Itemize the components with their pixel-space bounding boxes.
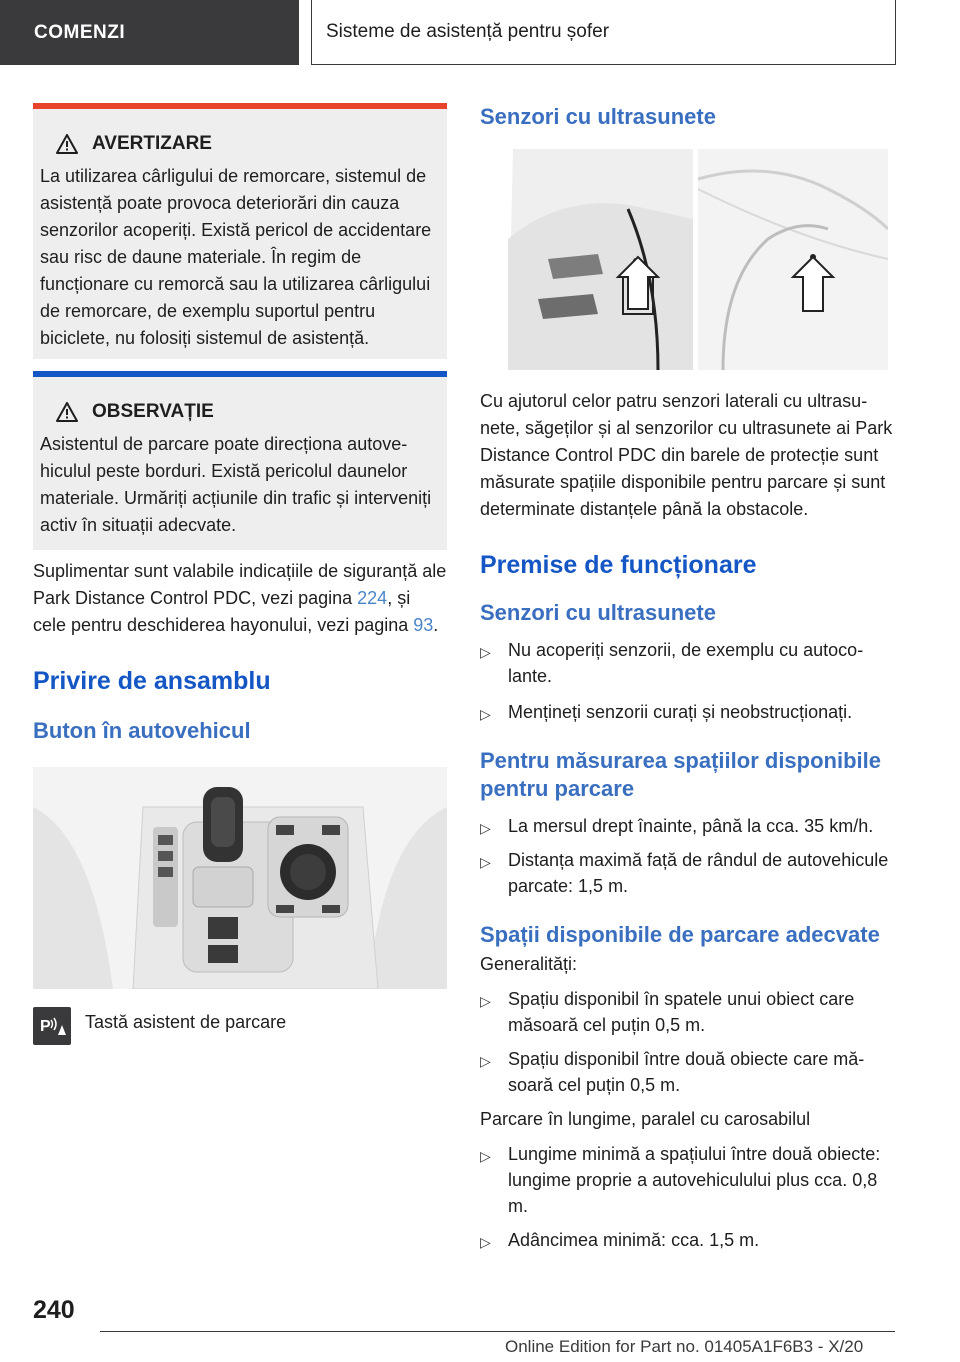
overview-heading: Privire de ansamblu — [33, 667, 271, 695]
header-chapter-tab — [311, 0, 896, 65]
warning-callout — [33, 103, 447, 359]
triangle-bullet-icon: ▷ — [480, 644, 491, 660]
list-item-text: Lungime minimă a spațiului între două obiecte: lungime proprie a autovehiculului plus cca. 0,8 m. — [508, 1144, 881, 1216]
measuring-requirements-list — [480, 813, 894, 899]
right-column — [480, 103, 894, 1253]
caution-triangle-icon — [56, 402, 78, 422]
intro-text-b: , și cele pentru deschiderea hayonului, vezi pagina — [33, 588, 414, 635]
suitable-spaces-subheading: Spații disponibile de parcare adecvate — [480, 922, 880, 947]
header-section-tab — [0, 0, 299, 65]
general-spaces-list — [480, 986, 894, 1098]
prereq-heading: Premise de funcționare — [480, 551, 757, 579]
center-console-photo — [33, 767, 447, 989]
parking-assistant-button-caption: Tastă asistent de parcare — [85, 1011, 287, 1032]
intro-text-a: Suplimentar sunt valabile indicațiile de siguranță ale Park Distance Control PDC, vezi pagina — [33, 561, 447, 608]
parallel-parking-list — [480, 1141, 894, 1253]
list-item — [480, 1141, 894, 1219]
list-item — [480, 637, 894, 689]
general-label: Generalități: — [480, 954, 578, 974]
svg-text:P: P — [40, 1018, 51, 1035]
triangle-bullet-icon: ▷ — [480, 1148, 491, 1164]
triangle-bullet-icon: ▷ — [480, 1053, 491, 1069]
prereq-sensors-subheading: Senzori cu ultrasunete — [480, 600, 716, 625]
console-illustration — [33, 767, 447, 989]
page-link-93[interactable]: 93 — [413, 615, 434, 635]
list-item-text: Spațiu disponibil în spatele unui obiect care măsoară cel puțin 0,5 m. — [508, 989, 855, 1035]
sensor-requirements-list — [480, 637, 894, 725]
parking-assistant-button-row — [33, 1007, 447, 1045]
list-item-text: Mențineți senzorii curați și neobstrucționați. — [508, 702, 853, 722]
sensors-heading: Senzori cu ultrasunete — [480, 104, 716, 129]
list-item-text: Nu acoperiți senzorii, de exemplu cu autocolante. — [508, 640, 864, 686]
parallel-parking-label: Parcare în lungime, paralel cu carosabilul — [480, 1109, 811, 1129]
warning-text: La utilizarea cârligului de remorcare, sistemul de asistență poate provoca deteriorări din cauza senzorilor acoperiți. Există pericol de accidentare sau risc de daune materiale. În regim de funcționare cu remorcă sau la utilizarea cârligului de remorcare, de exemplu suportul pentru biciclete, nu folosiți sistemul de asistență. — [40, 166, 432, 348]
measuring-subheading: Pentru măsurarea spațiilor disponibile pentru parcare — [480, 748, 881, 801]
triangle-bullet-icon: ▷ — [480, 1234, 491, 1250]
notice-text: Asistentul de parcare poate direcționa autovehiculul peste borduri. Există pericolul daunelor materiale. Urmăriți acțiunile din trafic și interveniți activ în situații adecvate. — [40, 434, 432, 535]
list-item-text: Spațiu disponibil între două obiecte care măsoară cel puțin 0,5 m. — [508, 1049, 865, 1095]
list-item — [480, 1227, 894, 1253]
left-column — [33, 103, 447, 1045]
footer-edition: Online Edition for Part no. 01405A1F6B3 - X/20 — [505, 1337, 864, 1356]
triangle-bullet-icon: ▷ — [480, 993, 491, 1009]
page-link-224[interactable]: 224 — [357, 588, 388, 608]
list-item — [480, 813, 894, 839]
list-item — [480, 986, 894, 1038]
triangle-bullet-icon: ▷ — [480, 854, 491, 870]
warning-triangle-icon — [56, 134, 78, 154]
list-item — [480, 847, 894, 899]
list-item — [480, 1046, 894, 1098]
header-chapter-label: Sisteme de asistență pentru șofer — [326, 21, 610, 42]
list-item — [480, 699, 894, 725]
page-number: 240 — [33, 1296, 75, 1324]
button-subheading: Buton în autovehicul — [33, 718, 251, 743]
intro-text-c: . — [433, 615, 439, 635]
parking-assistant-button-icon — [33, 1007, 71, 1045]
notice-title: OBSERVAȚIE — [92, 401, 214, 422]
ultrasonic-sensors-photo — [508, 149, 888, 370]
sensor-illustration — [508, 149, 888, 370]
intro-paragraph — [33, 558, 447, 639]
list-item-text: Distanța maximă față de rândul de autovehicule parcate: 1,5 m. — [508, 850, 889, 896]
warning-title: AVERTIZARE — [92, 133, 212, 154]
notice-callout — [33, 371, 447, 550]
list-item-text: La mersul drept înainte, până la cca. 35 km/h. — [508, 816, 874, 836]
triangle-bullet-icon: ▷ — [480, 706, 491, 722]
triangle-bullet-icon: ▷ — [480, 820, 491, 836]
footer-divider — [100, 1331, 895, 1332]
sensors-paragraph: Cu ajutorul celor patru senzori laterali cu ultrasunete, săgeților și al senzorilor cu ultrasunete ai Park Distance Control PDC din barele de protecție sunt măsurate spațiile disponibile pentru parcare și sunt determinate distanțele până la obstacole. — [480, 391, 893, 519]
list-item-text: Adâncimea minimă: cca. 1,5 m. — [508, 1230, 760, 1250]
header-section-label: COMENZI — [34, 21, 126, 43]
